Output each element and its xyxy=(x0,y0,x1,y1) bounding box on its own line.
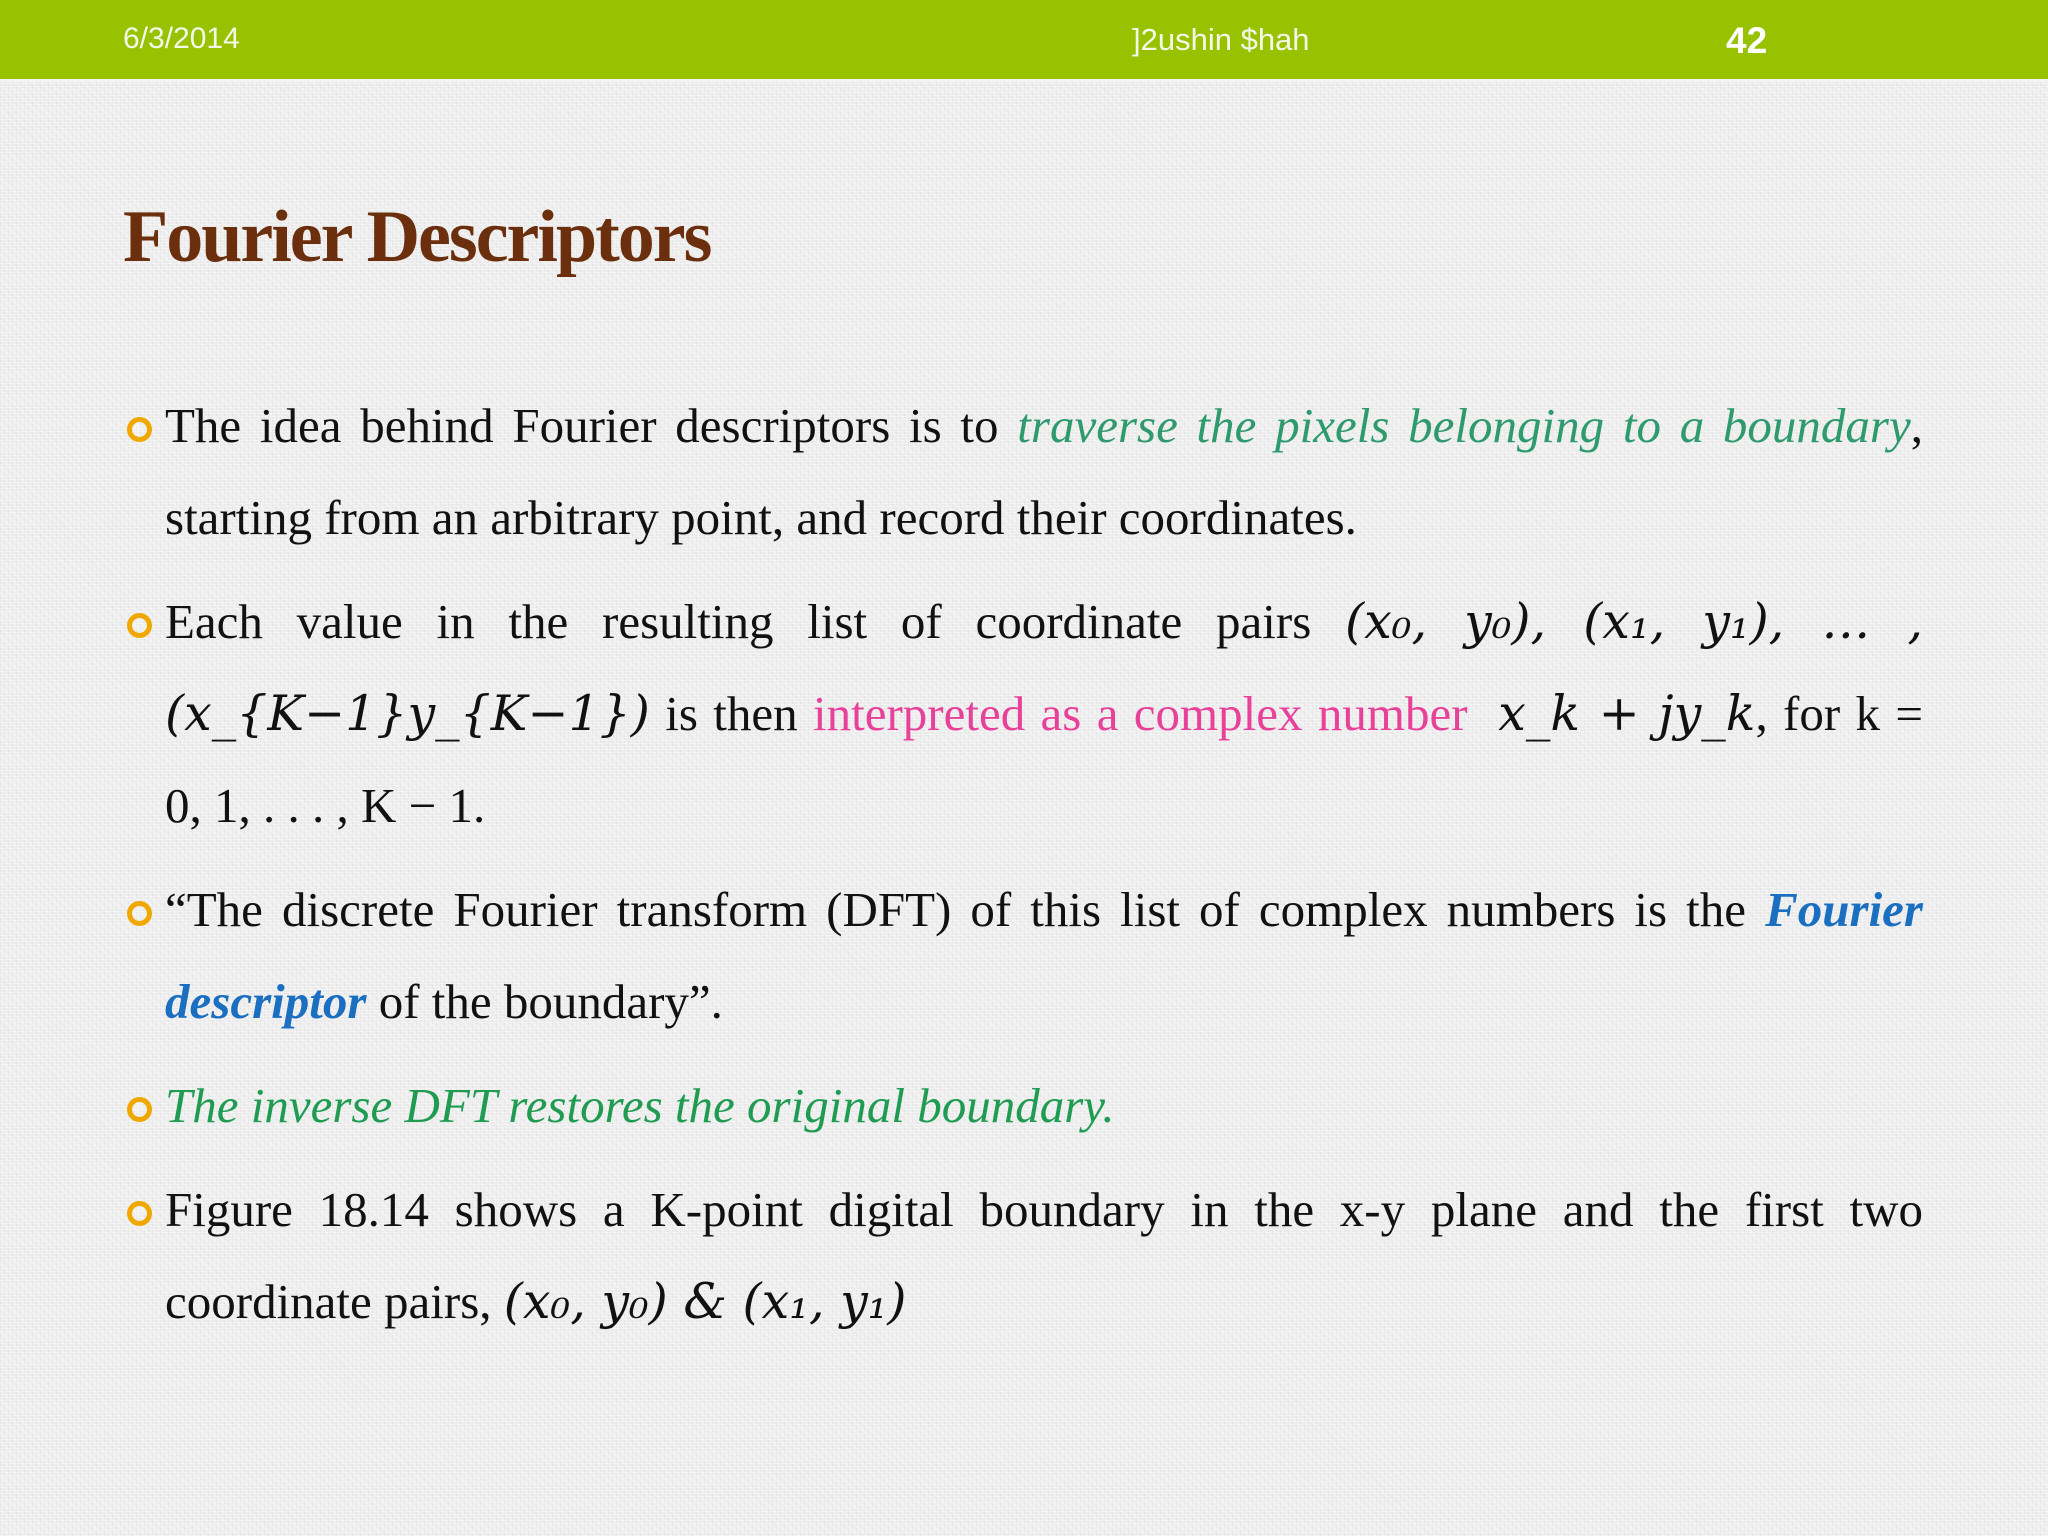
bullet-2-text-after: , for k = 0, 1, . . . , K − 1. xyxy=(165,686,1923,833)
bullet-circle-icon xyxy=(127,417,152,442)
bullet-5-math-pairs: (x₀, y₀) & (x₁, y₁) xyxy=(503,1273,907,1330)
bullet-2-math-pairs: (x₀, y₀), (x₁, y₁), … , (x_{K−1}y_{K−1}) xyxy=(165,593,1923,742)
bullet-2-highlight: interpreted as a complex number xyxy=(812,686,1468,741)
bullet-item-1 xyxy=(123,380,1923,564)
bullet-circle-icon xyxy=(127,1097,152,1122)
bullet-circle-icon xyxy=(127,613,152,638)
bullet-3-text-after: of the boundary”. xyxy=(366,974,723,1029)
header-author: ]2ushin $hah xyxy=(1132,22,1310,57)
bullet-item-4 xyxy=(123,1060,1923,1152)
header-bar xyxy=(0,0,2048,82)
bullet-1-highlight: traverse the pixels belonging to a boundary xyxy=(1017,398,1911,453)
bullet-3-text-before: “The discrete Fourier transform (DFT) of this list of complex numbers is the xyxy=(165,882,1766,937)
bullet-2-text-before: Each value in the resulting list of coordinate pairs xyxy=(165,594,1346,649)
bullet-item-5 xyxy=(123,1164,1923,1348)
page-number: 42 xyxy=(1726,20,1768,61)
header-date: 6/3/2014 xyxy=(123,22,240,55)
bullet-circle-icon xyxy=(127,901,152,926)
bullet-list xyxy=(123,380,1923,1360)
bullet-4-highlight: The inverse DFT restores the original boundary. xyxy=(165,1078,1115,1133)
slide-title: Fourier Descriptors xyxy=(123,196,711,278)
bullet-1-text-before: The idea behind Fourier descriptors is to xyxy=(165,398,1018,453)
bullet-item-3 xyxy=(123,864,1923,1048)
bullet-item-2 xyxy=(123,576,1923,852)
bullet-5-text-before: Figure 18.14 shows a K-point digital boundary in the x-y plane and the first two coordinate pairs, xyxy=(165,1182,1923,1329)
bullet-1-text-after: , starting from an arbitrary point, and record their coordinates. xyxy=(165,398,1923,545)
bullet-2-math-expr: x_k + jy_k xyxy=(1498,685,1756,742)
bullet-3-highlight: Fourier descriptor xyxy=(165,882,1923,1029)
bullet-circle-icon xyxy=(127,1201,152,1226)
bullet-2-text-mid: is then xyxy=(649,686,813,741)
